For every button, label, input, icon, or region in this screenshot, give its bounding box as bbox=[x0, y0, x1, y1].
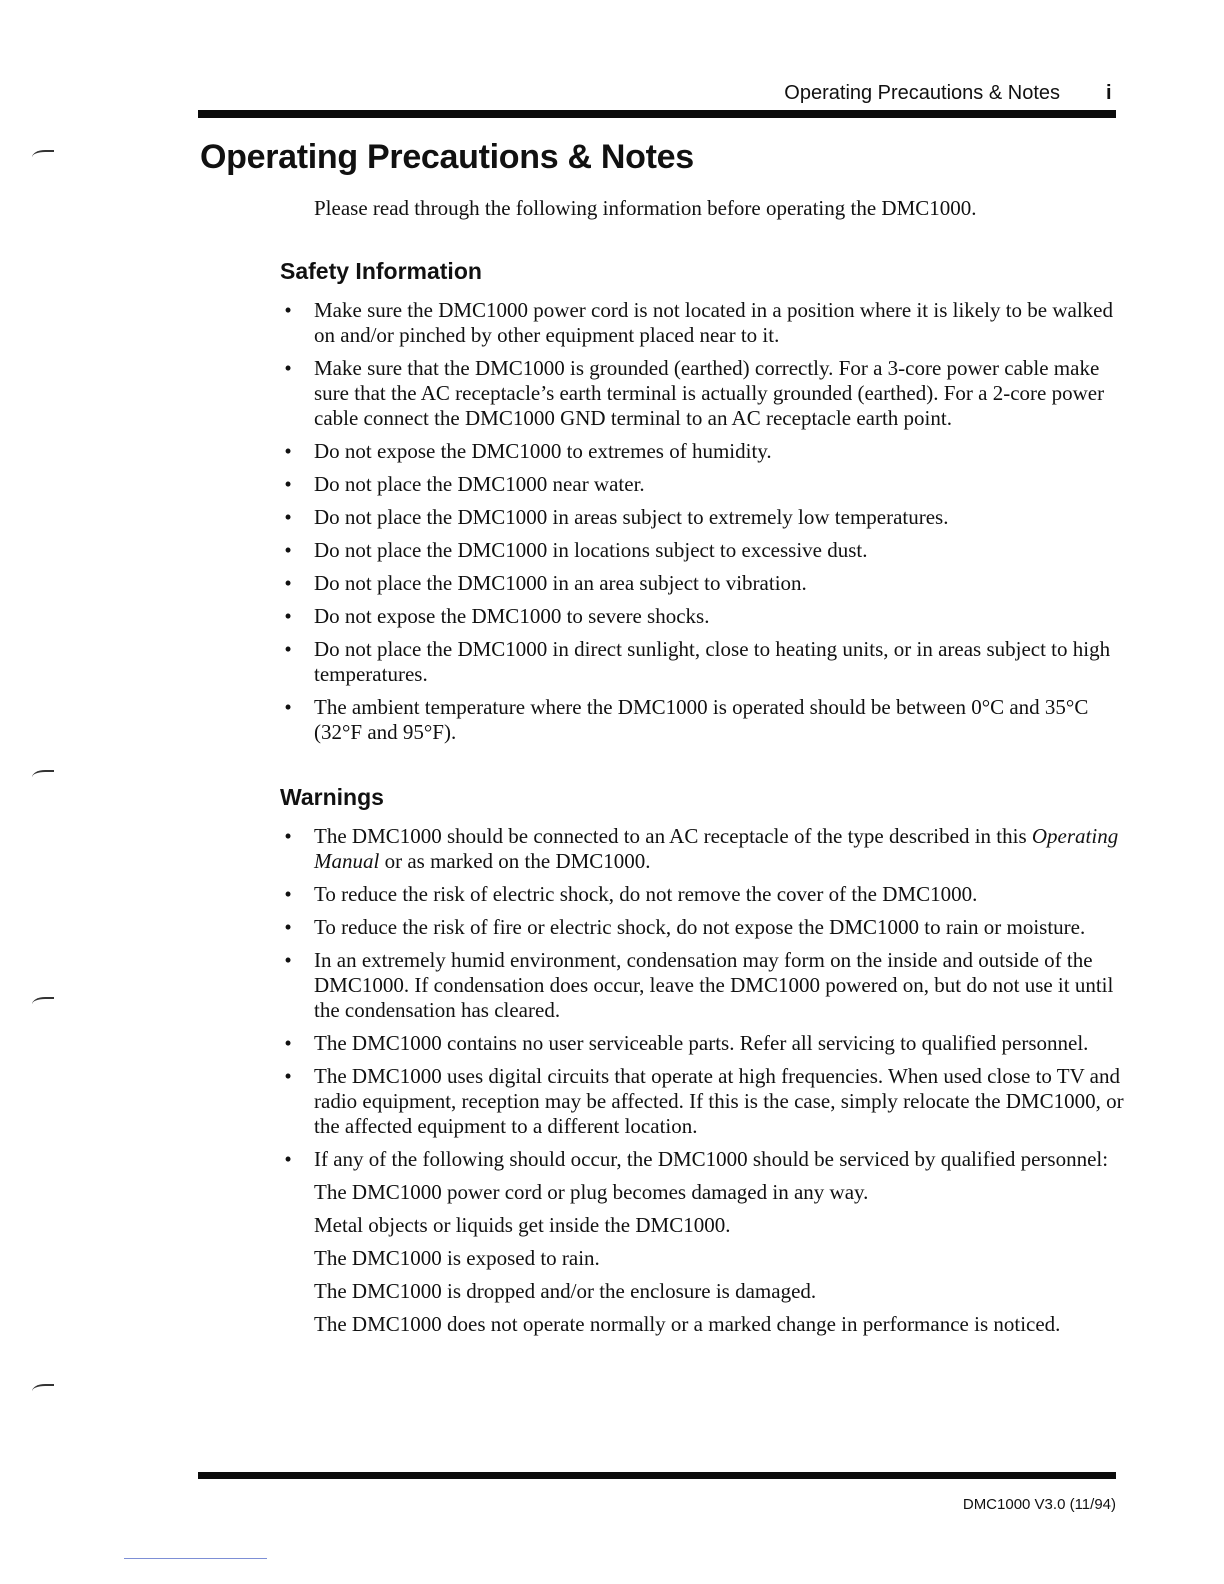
list-item bbox=[282, 505, 1124, 530]
list-item-text: Do not expose the DMC1000 to severe shocks. bbox=[314, 604, 710, 628]
bullet-icon: • bbox=[284, 505, 292, 529]
list-item bbox=[282, 571, 1124, 596]
bullet-icon: • bbox=[284, 439, 292, 463]
list-item-text: The DMC1000 contains no user serviceable parts. Refer all servicing to qualified personnel. bbox=[314, 1031, 1089, 1055]
warnings-list bbox=[282, 824, 1124, 1345]
bullet-icon: • bbox=[284, 637, 292, 661]
list-item bbox=[282, 695, 1124, 745]
condition-item: The DMC1000 does not operate normally or a marked change in performance is noticed. bbox=[314, 1312, 1061, 1336]
bullet-icon: • bbox=[284, 1064, 292, 1088]
list-item bbox=[282, 356, 1124, 431]
service-conditions bbox=[314, 1180, 1124, 1337]
list-item-text: The ambient temperature where the DMC1000 is operated should be between 0°C and 35°C (32°F and 95°F). bbox=[314, 695, 1089, 744]
margin-mark bbox=[32, 997, 54, 1009]
bullet-icon: • bbox=[284, 1031, 292, 1055]
margin-mark bbox=[32, 1384, 54, 1396]
bullet-icon: • bbox=[284, 882, 292, 906]
margin-mark bbox=[32, 150, 54, 162]
list-item bbox=[282, 637, 1124, 687]
bullet-icon: • bbox=[284, 915, 292, 939]
bullet-icon: • bbox=[284, 538, 292, 562]
header-rule bbox=[198, 110, 1116, 118]
list-item-text: Do not place the DMC1000 in locations subject to excessive dust. bbox=[314, 538, 868, 562]
list-item bbox=[282, 915, 1124, 940]
list-item bbox=[282, 604, 1124, 629]
list-item bbox=[282, 1147, 1124, 1337]
condition-item: Metal objects or liquids get inside the DMC1000. bbox=[314, 1213, 731, 1237]
list-item bbox=[282, 439, 1124, 464]
list-item bbox=[282, 538, 1124, 563]
list-item bbox=[282, 948, 1124, 1023]
list-item-text: Do not place the DMC1000 in an area subject to vibration. bbox=[314, 571, 807, 595]
list-item bbox=[282, 1031, 1124, 1056]
bottom-link-underline bbox=[124, 1558, 267, 1559]
list-item bbox=[282, 824, 1124, 874]
page-title: Operating Precautions & Notes bbox=[200, 138, 694, 176]
bullet-icon: • bbox=[284, 298, 292, 322]
condition-item: The DMC1000 is dropped and/or the enclosure is damaged. bbox=[314, 1279, 817, 1303]
list-item-text: If any of the following should occur, the DMC1000 should be serviced by qualified personnel: bbox=[314, 1147, 1109, 1171]
footer-rule bbox=[198, 1472, 1116, 1479]
bullet-icon: • bbox=[284, 695, 292, 719]
list-item-text: The DMC1000 uses digital circuits that operate at high frequencies. When used close to TV and radio equipment, reception may be affected. If this is the case, simply relocate the DMC1000, or the affected equipment to a different location. bbox=[314, 1064, 1124, 1138]
list-item bbox=[282, 472, 1124, 497]
bullet-icon: • bbox=[284, 948, 292, 972]
margin-mark bbox=[32, 770, 54, 782]
list-item bbox=[282, 1064, 1124, 1139]
running-header-title: Operating Precautions & Notes bbox=[784, 82, 1060, 104]
list-item-text: Make sure that the DMC1000 is grounded (earthed) correctly. For a 3-core power cable make sure that the AC receptacle’s earth terminal is actually grounded (earthed). For a 2-core power cable connect the DMC1000 GND terminal to an AC receptacle earth point. bbox=[314, 356, 1105, 430]
list-item-text: Do not place the DMC1000 in areas subject to extremely low temperatures. bbox=[314, 505, 949, 529]
bullet-icon: • bbox=[284, 472, 292, 496]
intro-text: Please read through the following information before operating the DMC1000. bbox=[314, 196, 977, 220]
manual-title: Operating Manual bbox=[314, 824, 1119, 873]
list-item bbox=[282, 882, 1124, 907]
bullet-icon: • bbox=[284, 824, 292, 848]
bullet-icon: • bbox=[284, 571, 292, 595]
safety-list bbox=[282, 298, 1124, 753]
list-item-text: The DMC1000 should be connected to an AC receptacle of the type described in this bbox=[314, 824, 1027, 848]
list-item-text: To reduce the risk of fire or electric shock, do not expose the DMC1000 to rain or moisture. bbox=[314, 915, 1086, 939]
page-number: i bbox=[1106, 82, 1112, 104]
safety-heading: Safety Information bbox=[280, 258, 482, 284]
list-item-text: Do not place the DMC1000 in direct sunlight, close to heating units, or in areas subject to high temperatures. bbox=[314, 637, 1111, 686]
footer-version: DMC1000 V3.0 (11/94) bbox=[962, 1496, 1116, 1513]
list-item-text: or as marked on the DMC1000. bbox=[384, 849, 651, 873]
list-item-text: To reduce the risk of electric shock, do not remove the cover of the DMC1000. bbox=[314, 882, 978, 906]
list-item-text: Do not place the DMC1000 near water. bbox=[314, 472, 645, 496]
condition-item: The DMC1000 is exposed to rain. bbox=[314, 1246, 600, 1270]
list-item-text: Make sure the DMC1000 power cord is not located in a position where it is likely to be walked on and/or pinched by other equipment placed near to it. bbox=[314, 298, 1113, 347]
list-item-text: Do not expose the DMC1000 to extremes of humidity. bbox=[314, 439, 772, 463]
condition-item: The DMC1000 power cord or plug becomes damaged in any way. bbox=[314, 1180, 869, 1204]
warnings-heading: Warnings bbox=[280, 784, 384, 810]
bullet-icon: • bbox=[284, 1147, 292, 1171]
bullet-icon: • bbox=[284, 356, 292, 380]
list-item bbox=[282, 298, 1124, 348]
list-item-text: In an extremely humid environment, condensation may form on the inside and outside of the DMC1000. If condensation does occur, leave the DMC1000 powered on, but do not use it until the condensation has cleared. bbox=[314, 948, 1114, 1022]
bullet-icon: • bbox=[284, 604, 292, 628]
